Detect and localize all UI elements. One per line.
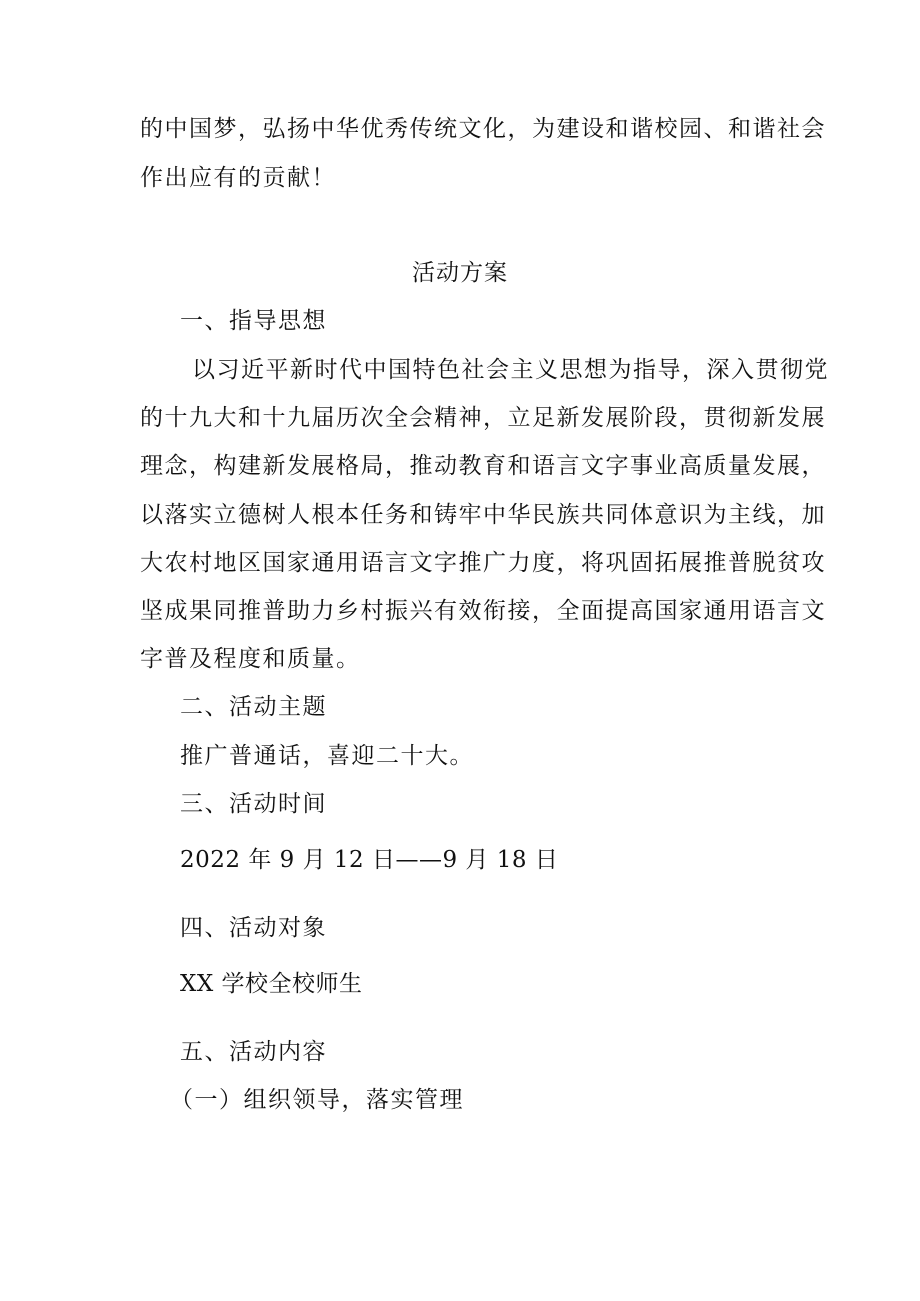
section1-line-2: 的十九大和十九届历次全会精神，立足新发展阶段，贯彻新发展 [140, 405, 826, 431]
section1-line-6: 坚成果同推普助力乡村振兴有效衔接，全面提高国家通用语言文 [140, 598, 826, 624]
section1-line-7: 字普及程度和质量。 [140, 646, 361, 672]
section3-content: 2022 年 9 月 12 日——9 月 18 日 [180, 847, 559, 873]
section1-line-4: 以落实立德树人根本任务和铸牢中华民族共同体意识为主线，加 [140, 502, 826, 528]
section1-line-5: 大农村地区国家通用语言文字推广力度，将巩固拓展推普脱贫攻 [140, 550, 826, 576]
section3-heading: 三、活动时间 [180, 791, 327, 817]
section4-content: XX 学校全校师生 [180, 971, 363, 997]
section5-sub1: （一）组织领导，落实管理 [170, 1087, 464, 1113]
intro-line-2: 作出应有的贡献！ [140, 165, 336, 191]
section2-content: 推广普通话，喜迎二十大。 [180, 743, 474, 769]
intro-line-1: 的中国梦，弘扬中华优秀传统文化，为建设和谐校园、和谐社会 [140, 116, 826, 142]
section1-line-1: 以习近平新时代中国特色社会主义思想为指导，深入贯彻党 [192, 357, 829, 383]
section4-heading: 四、活动对象 [180, 915, 327, 941]
section2-heading: 二、活动主题 [180, 694, 327, 720]
plan-title: 活动方案 [412, 260, 508, 286]
section1-heading: 一、指导思想 [180, 308, 327, 334]
section5-heading: 五、活动内容 [180, 1039, 327, 1065]
section1-line-3: 理念，构建新发展格局，推动教育和语言文字事业高质量发展， [140, 453, 826, 479]
